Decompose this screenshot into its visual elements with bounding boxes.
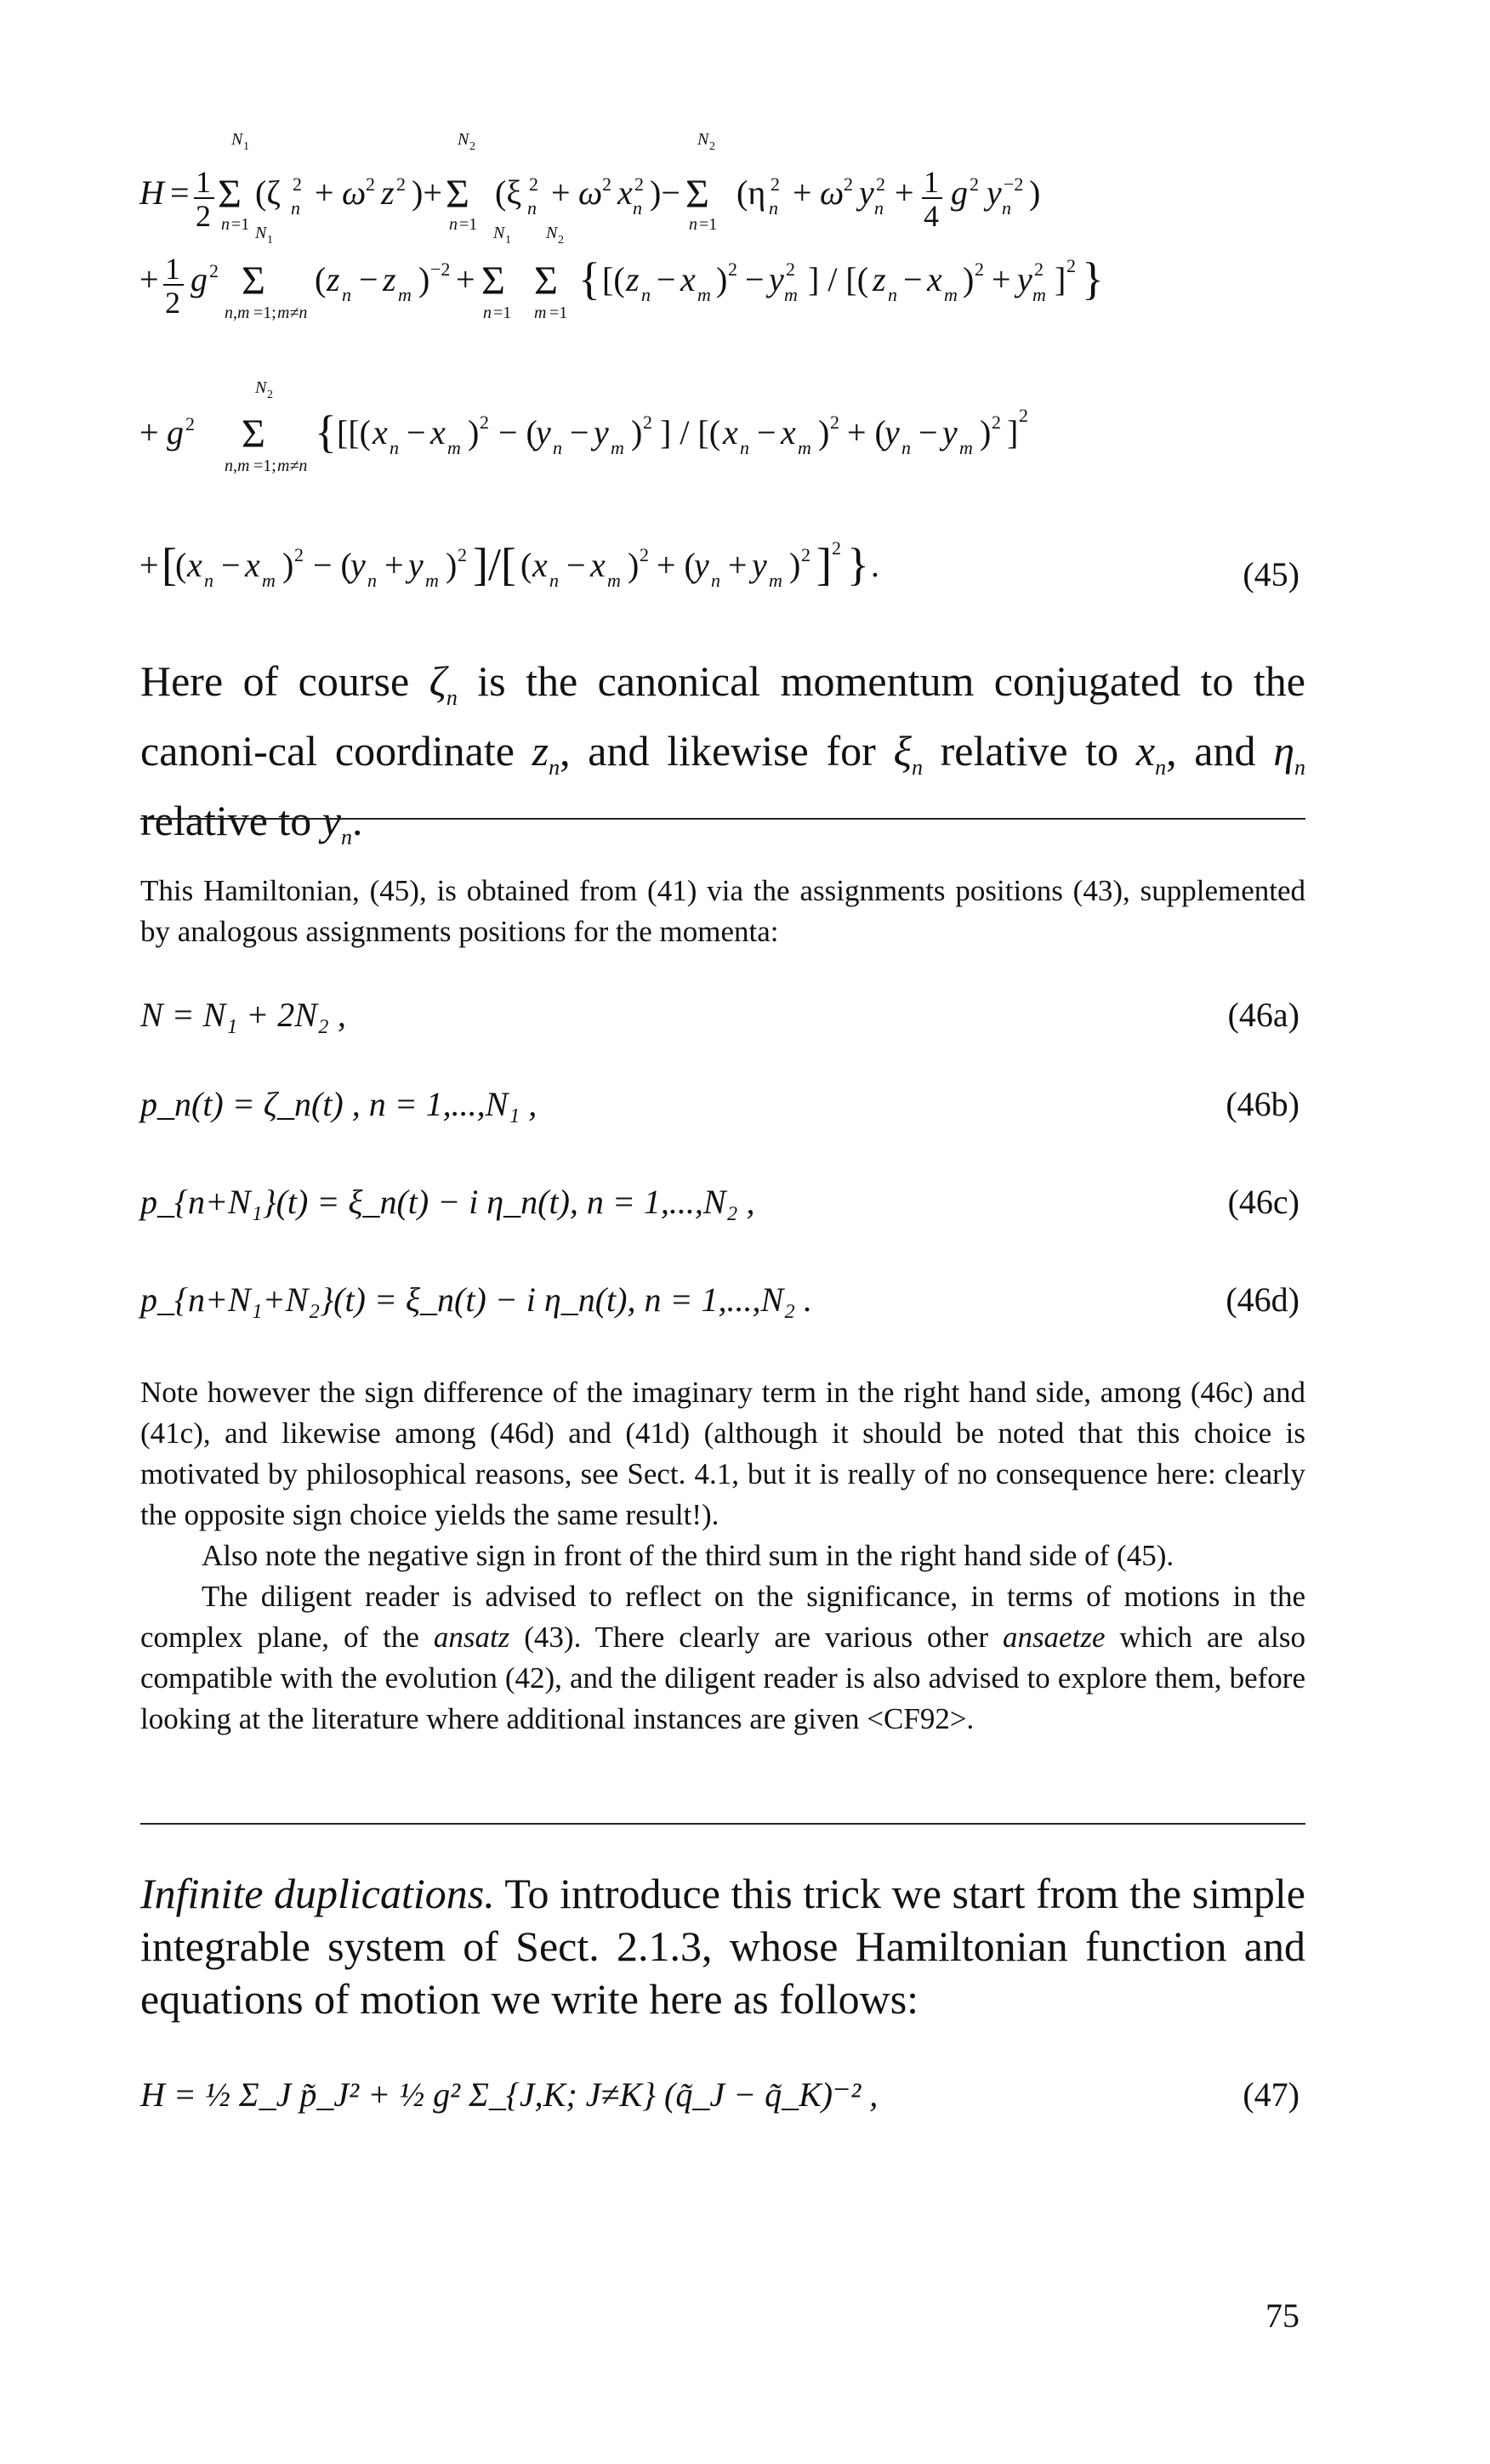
svg-text:x: x: [372, 413, 388, 451]
svg-text:x: x: [927, 260, 942, 298]
svg-text:+: +: [895, 173, 914, 212]
svg-text:m≠n: m≠n: [277, 457, 308, 475]
svg-text:=1: =1: [493, 304, 512, 322]
box-note-3-b: (43). There clearly are various other: [509, 1621, 1003, 1654]
box-note-3: [140, 1576, 1305, 1740]
svg-text:2: 2: [209, 260, 219, 281]
svg-text:Σ: Σ: [481, 258, 505, 304]
svg-text:n: n: [221, 215, 230, 234]
svg-text:y: y: [769, 260, 784, 298]
x-symbol: x: [1135, 727, 1156, 775]
y-symbol: y: [321, 797, 341, 844]
xi-symbol: ξ: [893, 727, 912, 775]
svg-text:2: 2: [1019, 405, 1028, 426]
svg-text:+: +: [384, 546, 404, 584]
svg-text:2: 2: [728, 258, 737, 280]
svg-text:ω: ω: [342, 173, 367, 212]
svg-text:)−: )−: [650, 173, 680, 212]
svg-text:y: y: [987, 173, 1002, 212]
svg-text:x: x: [245, 546, 260, 584]
svg-text:2: 2: [458, 544, 467, 565]
svg-text:m: m: [398, 284, 412, 305]
svg-text:m: m: [959, 437, 973, 458]
svg-text:n: n: [740, 437, 749, 458]
z-symbol: z: [532, 727, 549, 775]
svg-text:): ): [980, 413, 992, 451]
svg-text:y: y: [408, 546, 424, 584]
svg-text:2: 2: [1034, 258, 1044, 280]
svg-text:2: 2: [844, 173, 853, 195]
svg-text:): ): [963, 260, 975, 298]
svg-text:2: 2: [396, 173, 406, 195]
equation-45: [136, 111, 1327, 621]
svg-text:n: n: [874, 197, 884, 219]
svg-text:y: y: [594, 413, 609, 451]
svg-text:n: n: [527, 197, 537, 219]
equation-46c: p_{n+N₁}(t) = ξ_n(t) − i η_n(t), n = 1,...,N₂ ,: [140, 1183, 755, 1221]
svg-text:2: 2: [293, 173, 302, 195]
sub-n: n: [1155, 755, 1167, 780]
svg-text:+: +: [551, 173, 571, 212]
svg-text:): ): [1029, 173, 1041, 212]
sub-n: n: [446, 685, 458, 710]
svg-text:m: m: [769, 570, 782, 591]
svg-text:.: .: [871, 546, 879, 584]
dup-body: To introduce this trick we start from the simple integrable system of Sect. 2.1.3, whose Hamiltonian function and equations of motion we write here as follows:: [140, 1870, 1305, 2023]
svg-text:2: 2: [366, 173, 375, 195]
svg-text:+: +: [139, 260, 159, 298]
svg-text:N: N: [458, 130, 469, 149]
svg-text:y: y: [884, 413, 900, 451]
equation-46b: p_n(t) = ζ_n(t) , n = 1,...,N₁ ,: [140, 1085, 537, 1123]
svg-text:m≠n: m≠n: [277, 304, 308, 322]
svg-text:n: n: [549, 570, 559, 591]
svg-text:+: +: [139, 546, 159, 584]
equation-47-number: (47): [1243, 2075, 1299, 2114]
equation-46d-number: (46d): [1226, 1280, 1299, 1319]
box-note-3-c: which are also compatible with the evolution (42), and the diligent reader is also advised to explore them, before looking at the literature where additional instances are given <CF92>.: [140, 1621, 1306, 1735]
svg-text:2: 2: [267, 389, 273, 401]
svg-text:m: m: [697, 284, 711, 305]
svg-text:ω: ω: [578, 173, 603, 212]
svg-text:]: ]: [816, 539, 832, 590]
svg-text:=1: =1: [699, 215, 718, 234]
svg-text:] / [(: ] / [(: [808, 260, 869, 298]
svg-text:+ (: + (: [657, 546, 696, 584]
svg-text:n: n: [769, 197, 778, 219]
svg-text:]: ]: [1055, 260, 1066, 298]
svg-text:(: (: [175, 546, 187, 584]
equation-47: H = ½ Σ_J p̃_J² + ½ g² Σ_{J,K; J≠K} (q̃_J − q̃_K)⁻² ,: [140, 2075, 879, 2114]
box-bottom-rule: [140, 1823, 1305, 1825]
svg-text:ω: ω: [820, 173, 845, 212]
svg-text:n: n: [633, 197, 642, 219]
svg-text:[[(: [[(: [337, 413, 371, 451]
svg-text:{: {: [315, 406, 337, 457]
svg-text:n,m: n,m: [225, 457, 250, 475]
svg-text:n: n: [342, 284, 351, 305]
page-number: 75: [1265, 2297, 1299, 2335]
svg-text:] / [(: ] / [(: [660, 413, 721, 451]
svg-text:z: z: [327, 260, 340, 298]
svg-text:N: N: [231, 130, 243, 149]
svg-text:2: 2: [469, 140, 475, 153]
svg-text:2: 2: [165, 286, 180, 320]
svg-text:): ): [628, 546, 640, 584]
svg-text:2: 2: [801, 544, 810, 565]
svg-text:m: m: [798, 437, 811, 458]
svg-text:): ): [282, 546, 294, 584]
svg-text:+: +: [992, 260, 1011, 298]
equation-45-graphic: [136, 111, 1327, 621]
svg-text:− (: − (: [498, 413, 537, 451]
svg-text:2: 2: [876, 173, 885, 195]
svg-text:x: x: [430, 413, 446, 451]
svg-text:g: g: [191, 260, 208, 298]
svg-text:−: −: [745, 260, 765, 298]
svg-text:2: 2: [709, 140, 715, 153]
svg-text:y: y: [1017, 260, 1032, 298]
svg-text:y: y: [752, 546, 767, 584]
box-intro: This Hamiltonian, (45), is obtained from (41) via the assignments positions (43), supplemented by analogous assignments positions for the momenta:: [140, 874, 1305, 948]
svg-text:y: y: [859, 173, 874, 212]
svg-text:−: −: [657, 260, 676, 298]
equation-46c-number: (46c): [1227, 1183, 1299, 1221]
svg-text:+: +: [315, 173, 334, 212]
svg-text:−: −: [757, 413, 776, 451]
svg-text:=1: =1: [549, 304, 568, 322]
box-note-3-ansaetze: ansaetze: [1002, 1621, 1106, 1654]
svg-text:x: x: [680, 260, 696, 298]
svg-text:{: {: [578, 253, 600, 304]
svg-text:m: m: [611, 437, 624, 458]
svg-text:z: z: [873, 260, 886, 298]
equation-46a: N = N₁ + 2N₂ ,: [140, 996, 346, 1034]
svg-text:): ): [716, 260, 728, 298]
svg-text:2: 2: [558, 234, 564, 247]
svg-text:−: −: [407, 413, 426, 451]
svg-text:n: n: [1002, 197, 1011, 219]
svg-text:Σ: Σ: [534, 258, 558, 304]
svg-text:+: +: [728, 546, 748, 584]
paragraph-infinite-duplications: [140, 1867, 1305, 2025]
svg-text:2: 2: [1066, 255, 1076, 276]
svg-text:N: N: [493, 224, 505, 242]
svg-text:n: n: [390, 437, 399, 458]
svg-text:+: +: [139, 413, 159, 451]
svg-text:y: y: [694, 546, 709, 584]
sub-n: n: [549, 755, 560, 780]
svg-text:x: x: [723, 413, 738, 451]
svg-text:1: 1: [924, 165, 939, 199]
zeta-symbol: ζ: [429, 657, 446, 705]
svg-text:)+: )+: [412, 173, 442, 212]
svg-text:m: m: [784, 284, 798, 305]
para-text-a: Here of course: [140, 657, 429, 705]
svg-text:n: n: [711, 570, 720, 591]
svg-text:g: g: [167, 413, 184, 451]
svg-text:2: 2: [185, 413, 195, 434]
svg-text:x: x: [617, 173, 633, 212]
svg-text:x: x: [590, 546, 606, 584]
box-note-3-ansatz: ansatz: [433, 1621, 510, 1654]
svg-text:(ζ: (ζ: [255, 173, 281, 212]
svg-text:y: y: [942, 413, 958, 451]
svg-text:2: 2: [634, 173, 644, 195]
box-top-rule: [140, 818, 1305, 820]
svg-text:=1;: =1;: [253, 304, 276, 322]
svg-text:): ): [446, 546, 458, 584]
para-text-c: , and likewise for: [560, 727, 894, 775]
svg-text:x: x: [187, 546, 202, 584]
svg-text:]: ]: [1007, 413, 1019, 451]
svg-text:−: −: [903, 260, 923, 298]
svg-text:2: 2: [196, 199, 211, 233]
svg-text:1: 1: [196, 165, 211, 199]
svg-text:): ): [631, 413, 643, 451]
svg-text:n: n: [689, 215, 697, 234]
svg-text:}: }: [1082, 253, 1104, 304]
svg-text:−2: −2: [1004, 173, 1024, 195]
svg-text:−: −: [359, 260, 378, 298]
svg-text:− (: − (: [313, 546, 352, 584]
svg-text:n: n: [641, 284, 651, 305]
sub-n: n: [1294, 755, 1305, 780]
box-note-2: Also note the negative sign in front of the third sum in the right hand side of (45).: [202, 1539, 1174, 1572]
eta-symbol: η: [1273, 727, 1294, 775]
svg-text:−: −: [566, 546, 586, 584]
svg-text:n: n: [291, 197, 300, 219]
svg-text:z: z: [383, 260, 396, 298]
svg-text:+ (: + (: [847, 413, 886, 451]
svg-text:Σ: Σ: [242, 258, 265, 304]
paragraph-canonical-momentum: [140, 655, 1305, 864]
svg-text:−: −: [221, 546, 241, 584]
svg-text:−: −: [918, 413, 938, 451]
svg-text:g: g: [951, 173, 968, 212]
svg-text:4: 4: [924, 199, 939, 233]
svg-text:(ξ: (ξ: [495, 173, 522, 212]
svg-text:m: m: [262, 570, 276, 591]
para-text-b: is the canonical momentum conjugated to the canoni-cal coordinate: [140, 657, 1305, 775]
svg-text:N: N: [255, 378, 267, 397]
svg-text:1: 1: [505, 234, 511, 247]
svg-text:y: y: [350, 546, 366, 584]
svg-text:=: =: [170, 173, 190, 212]
svg-text:2: 2: [643, 412, 652, 433]
svg-text:): ): [468, 413, 480, 451]
svg-text:): ): [418, 260, 430, 298]
svg-text:x: x: [781, 413, 796, 451]
svg-text:2: 2: [975, 258, 984, 280]
equation-45-number: (45): [1243, 555, 1299, 593]
svg-text:N: N: [255, 224, 267, 242]
svg-text:x: x: [532, 546, 548, 584]
svg-text:n,m: n,m: [225, 304, 250, 322]
svg-text:Σ: Σ: [242, 412, 265, 457]
svg-text:n: n: [483, 304, 492, 322]
svg-text:−2: −2: [430, 258, 451, 280]
svg-text:1: 1: [267, 234, 273, 247]
svg-text:2: 2: [771, 173, 780, 195]
svg-text:2: 2: [529, 173, 538, 195]
svg-text:2: 2: [640, 544, 649, 565]
svg-text:m: m: [607, 570, 621, 591]
svg-text:n: n: [449, 215, 458, 234]
svg-text:[: [: [162, 539, 177, 590]
svg-text:=1: =1: [459, 215, 478, 234]
svg-text:2: 2: [832, 537, 841, 559]
svg-text:+: +: [456, 260, 475, 298]
svg-text:2: 2: [294, 544, 304, 565]
svg-text:=1;: =1;: [253, 457, 276, 475]
sub-n: n: [911, 755, 923, 780]
svg-text:1: 1: [243, 140, 249, 153]
svg-text:z: z: [381, 173, 395, 212]
equation-46a-number: (46a): [1227, 996, 1299, 1034]
equation-46d: p_{n+N₁+N₂}(t) = ξ_n(t) − i η_n(t), n = 1,...,N₂ .: [140, 1280, 813, 1319]
sub-n: n: [341, 825, 352, 849]
svg-text:m: m: [447, 437, 461, 458]
svg-text:y: y: [536, 413, 551, 451]
svg-text:1: 1: [165, 252, 180, 286]
svg-text:m: m: [944, 284, 958, 305]
equation-46b-number: (46b): [1226, 1085, 1299, 1123]
svg-text:+: +: [793, 173, 812, 212]
svg-text:}: }: [847, 539, 869, 590]
dup-title: Infinite duplications.: [140, 1870, 495, 1917]
svg-text:n: n: [367, 570, 377, 591]
svg-text:Σ: Σ: [218, 172, 242, 217]
svg-text:z: z: [626, 260, 640, 298]
svg-text:(: (: [315, 260, 327, 298]
svg-text:): ): [789, 546, 801, 584]
para-text-d: relative to: [922, 727, 1136, 775]
para-text-e: , and: [1166, 727, 1274, 775]
svg-text:): ): [818, 413, 830, 451]
svg-text:−: −: [570, 413, 589, 451]
svg-text:2: 2: [830, 412, 839, 433]
svg-text:2: 2: [970, 173, 979, 195]
svg-text:2: 2: [480, 412, 489, 433]
svg-text:n: n: [204, 570, 213, 591]
svg-text:2: 2: [786, 258, 795, 280]
svg-text:2: 2: [992, 412, 1001, 433]
para-text-g: .: [352, 797, 363, 844]
para-text-f: relative to: [140, 797, 322, 844]
box-note-1: Note however the sign difference of the imaginary term in the right hand side, among (46c) and (41c), and likewise among (46d) and (41d) (although it should be noted that this choice is motivated by philosophical reasons, see Sect. 4.1, but it is really of no consequence here: clearly the opposite sign choice yields the same result!).: [140, 1376, 1305, 1531]
svg-text:2: 2: [602, 173, 611, 195]
svg-text:n: n: [901, 437, 911, 458]
svg-text:H: H: [139, 173, 164, 212]
svg-text:m: m: [534, 304, 547, 322]
svg-text:n: n: [888, 284, 897, 305]
svg-text:=1: =1: [231, 215, 250, 234]
svg-text:Σ: Σ: [685, 172, 709, 217]
svg-text:N: N: [697, 130, 709, 149]
svg-text:(η: (η: [736, 173, 766, 212]
svg-text:Σ: Σ: [446, 172, 469, 217]
box-notes: [140, 1372, 1305, 1740]
svg-text:n: n: [553, 437, 562, 458]
svg-text:N: N: [546, 224, 558, 242]
svg-text:(: (: [520, 546, 532, 584]
svg-text:m: m: [1032, 284, 1046, 305]
svg-text:m: m: [425, 570, 439, 591]
box-note-3-a: The diligent reader is advised to reflect on the significance, in terms of motions in the complex plane, of the: [140, 1580, 1305, 1654]
svg-text:]/[: ]/[: [473, 539, 516, 590]
svg-text:[(: [(: [602, 260, 625, 298]
